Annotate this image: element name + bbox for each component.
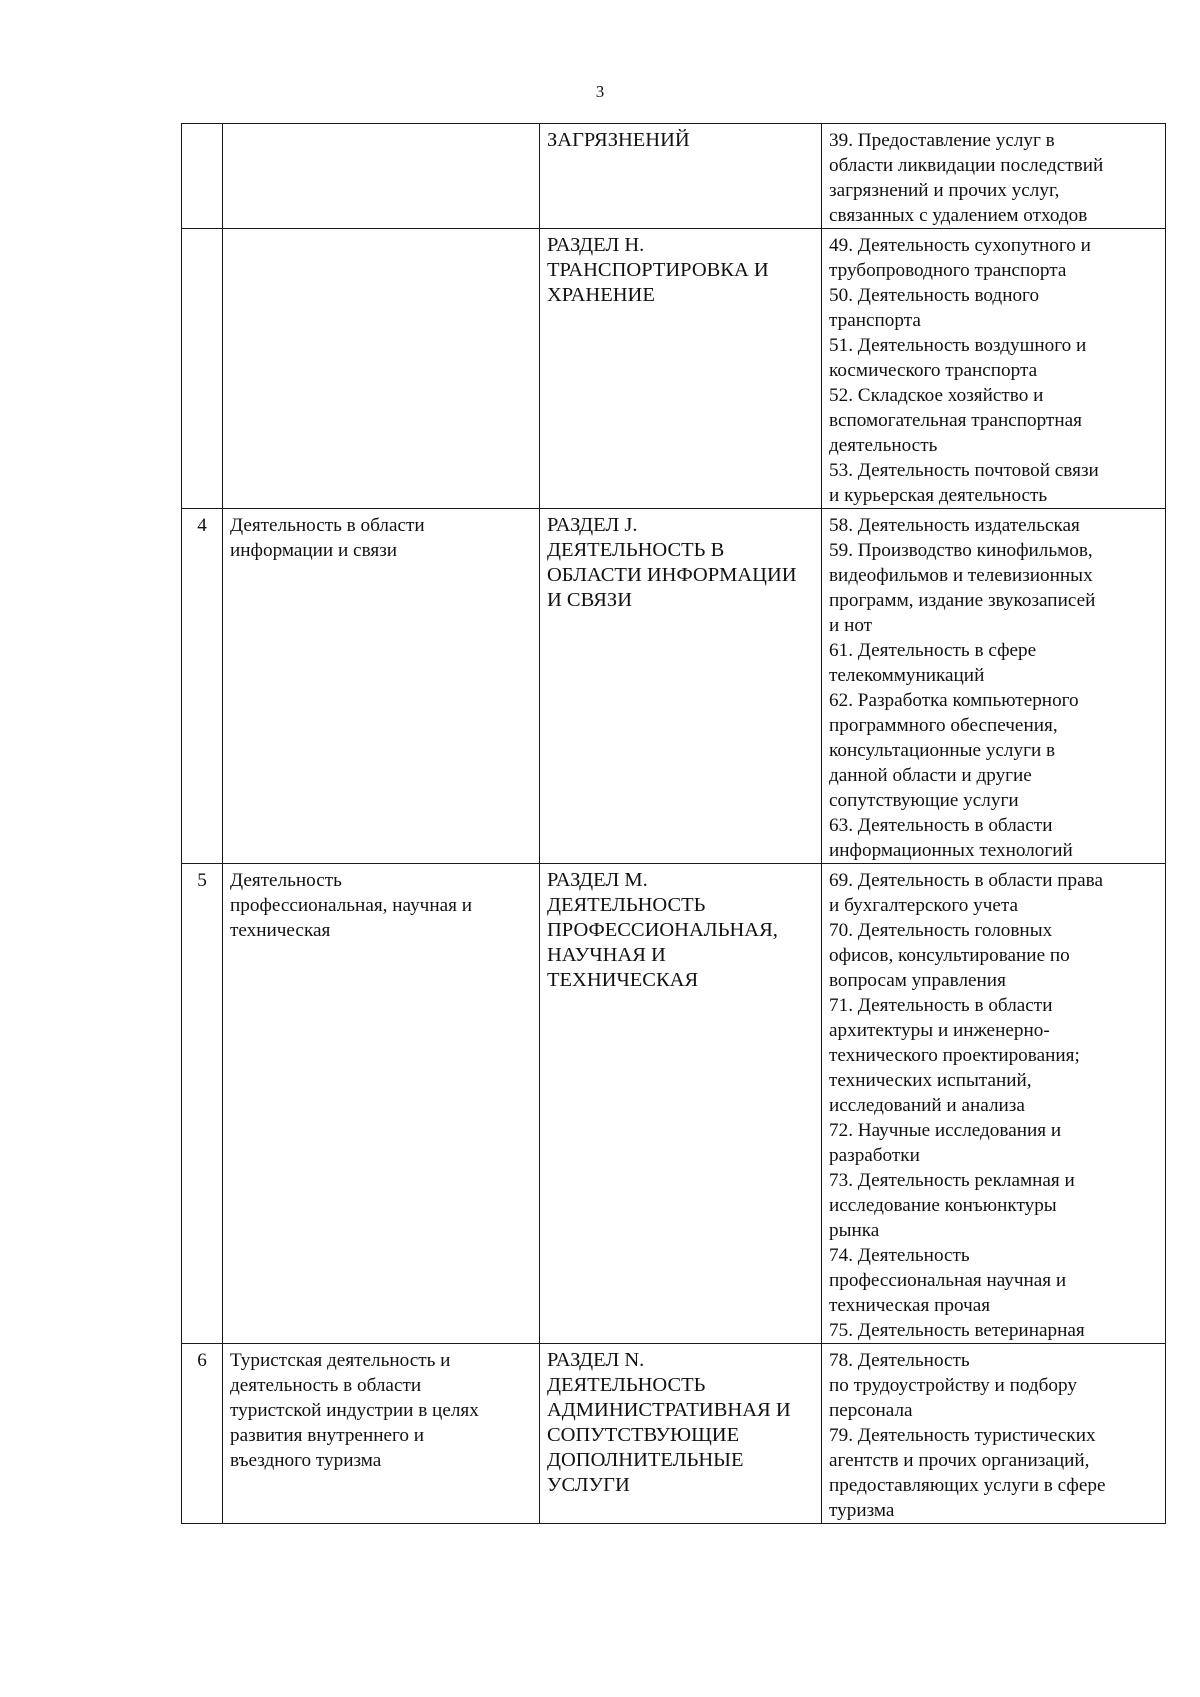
table-row: [182, 1344, 1166, 1524]
okved-divisions-line: профессиональная научная и: [829, 1270, 1067, 1291]
activity-area-line: въездного туризма: [230, 1450, 382, 1471]
okved-divisions-line: персонала: [829, 1400, 913, 1421]
okved-divisions-cell: [822, 124, 1166, 229]
activity-area-line: Деятельность: [230, 870, 342, 891]
okved-section-line: ДЕЯТЕЛЬНОСТЬ В: [547, 539, 725, 561]
activity-area-line: Деятельность в области: [230, 515, 425, 536]
okved-divisions-line: по трудоустройству и подбору: [829, 1375, 1077, 1396]
okved-section-line: ХРАНЕНИЕ: [547, 284, 655, 306]
okved-divisions-line: агентств и прочих организаций,: [829, 1450, 1090, 1471]
okved-section-line: ТРАНСПОРТИРОВКА И: [547, 259, 769, 281]
activity-area-cell: [223, 864, 540, 1344]
row-number-cell: [182, 509, 223, 864]
okved-divisions-line: предоставляющих услуги в сфере: [829, 1475, 1106, 1496]
okved-divisions-line: деятельность: [829, 435, 938, 456]
okved-divisions-cell: [822, 864, 1166, 1344]
okved-divisions-line: 39. Предоставление услуг в: [829, 130, 1055, 151]
okved-divisions-line: 75. Деятельность ветеринарная: [829, 1320, 1085, 1341]
table-row: [182, 864, 1166, 1344]
okved-section-line: И СВЯЗИ: [547, 589, 633, 611]
okved-section-line: РАЗДЕЛ Н.: [547, 234, 645, 256]
okved-section-line: РАЗДЕЛ М.: [547, 869, 648, 891]
activity-area-cell: [223, 1344, 540, 1524]
row-number-cell: [182, 1344, 223, 1524]
okved-divisions-line: 52. Складское хозяйство и: [829, 385, 1044, 406]
activity-area-line: профессиональная, научная и: [230, 895, 472, 916]
activity-area-line: развития внутреннего и: [230, 1425, 425, 1446]
row-number: 5: [197, 870, 207, 891]
okved-section-line: РАЗДЕЛ J.: [547, 514, 638, 536]
okved-divisions-line: исследование конъюнктуры: [829, 1195, 1057, 1216]
okved-section-line: ДЕЯТЕЛЬНОСТЬ: [547, 1374, 706, 1396]
okved-divisions-line: техническая прочая: [829, 1295, 991, 1316]
okved-divisions-line: вспомогательная транспортная: [829, 410, 1082, 431]
okved-divisions-line: консультационные услуги в: [829, 740, 1056, 761]
activity-area-line: туристской индустрии в целях: [230, 1400, 479, 1421]
row-number-cell: [182, 124, 223, 229]
okved-divisions-line: офисов, консультирование по: [829, 945, 1070, 966]
okved-section-line: ДОПОЛНИТЕЛЬНЫЕ: [547, 1449, 744, 1471]
okved-divisions-line: связанных с удалением отходов: [829, 205, 1088, 226]
okved-section-cell: [540, 509, 822, 864]
okved-divisions-line: 74. Деятельность: [829, 1245, 970, 1266]
okved-section-cell: [540, 124, 822, 229]
okved-divisions-line: рынка: [829, 1220, 880, 1241]
okved-section-line: РАЗДЕЛ N.: [547, 1349, 645, 1371]
activity-area-line: техническая: [230, 920, 331, 941]
okved-divisions-line: 59. Производство кинофильмов,: [829, 540, 1093, 561]
okved-divisions-line: 58. Деятельность издательская: [829, 515, 1080, 536]
okved-divisions-cell: [822, 509, 1166, 864]
row-number-cell: [182, 864, 223, 1344]
okved-divisions-line: и нот: [829, 615, 873, 636]
okved-divisions-line: видеофильмов и телевизионных: [829, 565, 1093, 586]
activity-area-line: Туристская деятельность и: [230, 1350, 451, 1371]
okved-divisions-line: сопутствующие услуги: [829, 790, 1019, 811]
okved-section-line: НАУЧНАЯ И: [547, 944, 666, 966]
classification-table: [181, 123, 1166, 1524]
okved-divisions-line: технического проектирования;: [829, 1045, 1080, 1066]
table-row: [182, 124, 1166, 229]
activity-area-cell: [223, 229, 540, 509]
okved-divisions-line: информационных технологий: [829, 840, 1073, 861]
activity-area-cell: [223, 509, 540, 864]
okved-divisions-line: технических испытаний,: [829, 1070, 1032, 1091]
okved-divisions-line: программ, издание звукозаписей: [829, 590, 1096, 611]
okved-divisions-line: 50. Деятельность водного: [829, 285, 1040, 306]
okved-divisions-line: 49. Деятельность сухопутного и: [829, 235, 1091, 256]
okved-divisions-line: трубопроводного транспорта: [829, 260, 1067, 281]
okved-section-cell: [540, 229, 822, 509]
okved-divisions-line: 51. Деятельность воздушного и: [829, 335, 1087, 356]
table-body: [182, 124, 1166, 1524]
okved-divisions-line: 73. Деятельность рекламная и: [829, 1170, 1075, 1191]
okved-divisions-cell: [822, 1344, 1166, 1524]
okved-divisions-line: туризма: [829, 1500, 895, 1521]
activity-area-cell: [223, 124, 540, 229]
okved-divisions-line: 71. Деятельность в области: [829, 995, 1053, 1016]
okved-section-line: ЗАГРЯЗНЕНИЙ: [547, 129, 690, 151]
okved-divisions-line: транспорта: [829, 310, 921, 331]
okved-divisions-line: 72. Научные исследования и: [829, 1120, 1062, 1141]
okved-section-line: ТЕХНИЧЕСКАЯ: [547, 969, 699, 991]
okved-divisions-line: 79. Деятельность туристических: [829, 1425, 1096, 1446]
okved-section-line: ДЕЯТЕЛЬНОСТЬ: [547, 894, 706, 916]
okved-section-cell: [540, 1344, 822, 1524]
okved-divisions-line: разработки: [829, 1145, 920, 1166]
okved-divisions-line: 63. Деятельность в области: [829, 815, 1053, 836]
okved-divisions-line: исследований и анализа: [829, 1095, 1025, 1116]
okved-divisions-line: 78. Деятельность: [829, 1350, 970, 1371]
okved-section-line: УСЛУГИ: [547, 1474, 630, 1496]
okved-divisions-line: телекоммуникаций: [829, 665, 985, 686]
activity-area-line: информации и связи: [230, 540, 398, 561]
okved-divisions-line: данной области и другие: [829, 765, 1032, 786]
okved-divisions-line: 70. Деятельность головных: [829, 920, 1053, 941]
okved-section-line: ПРОФЕССИОНАЛЬНАЯ,: [547, 919, 778, 941]
okved-section-cell: [540, 864, 822, 1344]
okved-divisions-line: 53. Деятельность почтовой связи: [829, 460, 1099, 481]
okved-divisions-line: программного обеспечения,: [829, 715, 1058, 736]
table-row: [182, 229, 1166, 509]
okved-divisions-line: архитектуры и инженерно-: [829, 1020, 1050, 1041]
okved-divisions-line: области ликвидации последствий: [829, 155, 1104, 176]
okved-section-line: АДМИНИСТРАТИВНАЯ И: [547, 1399, 791, 1421]
okved-divisions-line: и курьерская деятельность: [829, 485, 1048, 506]
okved-divisions-line: 62. Разработка компьютерного: [829, 690, 1079, 711]
page-number: 3: [595, 82, 605, 101]
okved-divisions-line: 61. Деятельность в сфере: [829, 640, 1037, 661]
okved-divisions-cell: [822, 229, 1166, 509]
row-number: 4: [197, 515, 207, 536]
okved-section-line: СОПУТСТВУЮЩИЕ: [547, 1424, 740, 1446]
okved-divisions-line: космического транспорта: [829, 360, 1038, 381]
okved-divisions-line: вопросам управления: [829, 970, 1006, 991]
activity-area-line: деятельность в области: [230, 1375, 422, 1396]
okved-section-line: ОБЛАСТИ ИНФОРМАЦИИ: [547, 564, 797, 586]
row-number-cell: [182, 229, 223, 509]
table-row: [182, 509, 1166, 864]
row-number: 6: [197, 1350, 207, 1371]
okved-divisions-line: и бухгалтерского учета: [829, 895, 1019, 916]
okved-divisions-line: 69. Деятельность в области права: [829, 870, 1103, 891]
okved-divisions-line: загрязнений и прочих услуг,: [829, 180, 1060, 201]
